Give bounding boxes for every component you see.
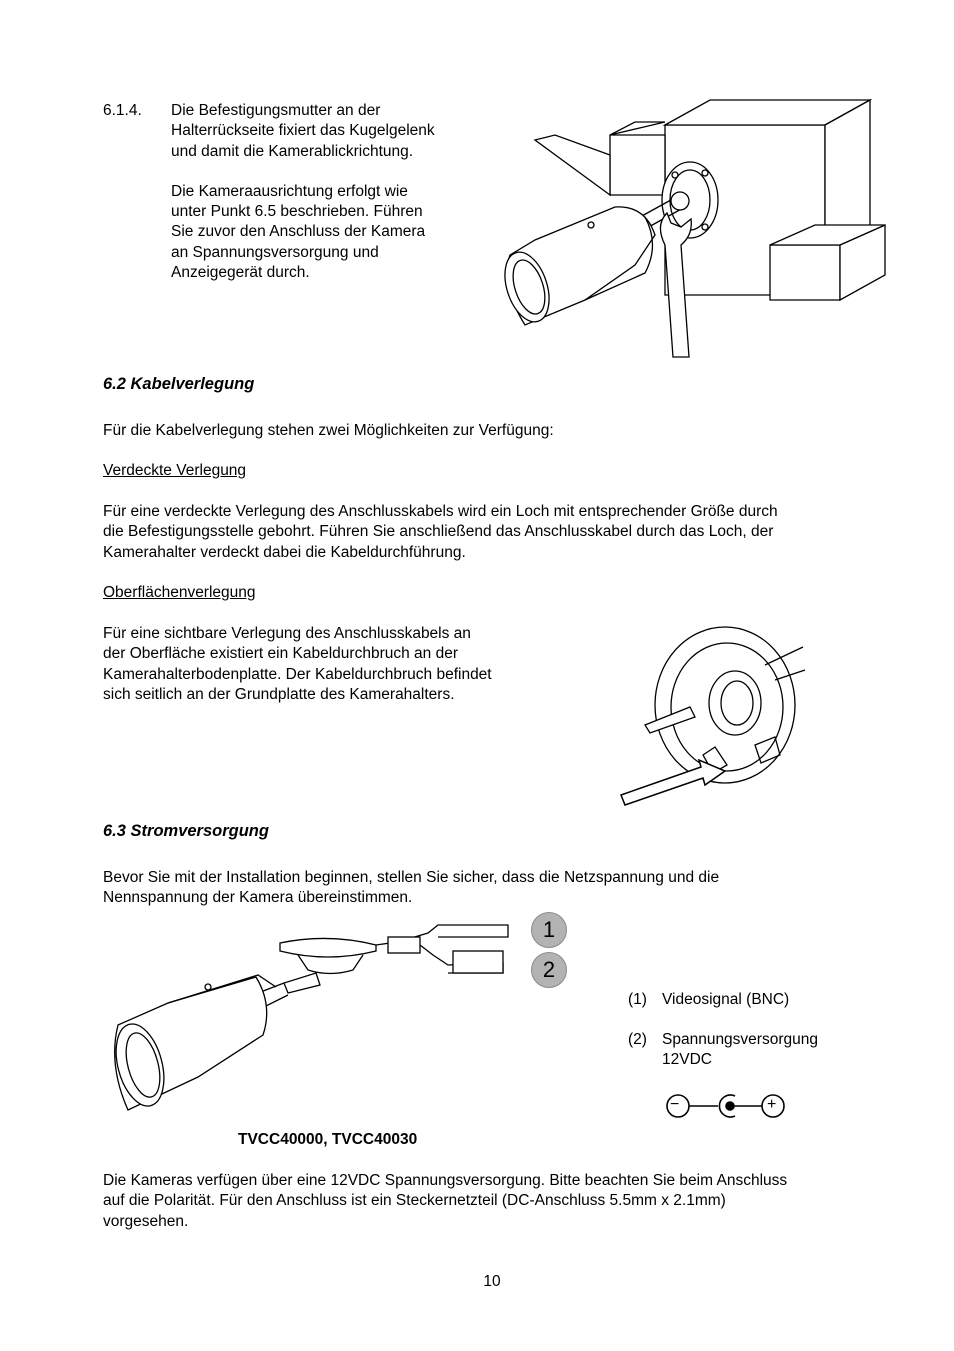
legend-text-voltage: 12VDC xyxy=(662,1051,712,1069)
text-line: Sie zuvor den Anschluss der Kamera xyxy=(171,223,426,241)
hidden-routing-text xyxy=(103,502,893,563)
legend-text: Spannungsversorgung xyxy=(662,1031,818,1048)
base-plate-illustration xyxy=(615,625,815,810)
section-heading-power: 6.3 Stromversorgung xyxy=(103,822,269,840)
hidden-routing-title: Verdeckte Verlegung xyxy=(103,462,247,479)
legend-text: Videosignal (BNC) xyxy=(662,991,790,1008)
legend-item-2 xyxy=(628,1030,818,1071)
model-label: TVCC40000, TVCC40030 xyxy=(238,1131,418,1148)
cable-intro: Für die Kabelverlegung stehen zwei Möglichkeiten zur Verfügung: xyxy=(103,422,554,439)
power-outro xyxy=(103,1171,893,1232)
legend-item-1 xyxy=(628,990,789,1010)
mount-nut-text xyxy=(171,101,491,283)
text-line: Bevor Sie mit der Installation beginnen, stellen Sie sicher, dass die Netzspannung und die xyxy=(103,869,720,886)
text-line: die Befestigungsstelle gebohrt. Führen Sie anschließend das Anschlusskabel durch das Loch, der xyxy=(103,523,774,541)
text-line: der Oberfläche existiert ein Kabeldurchbruch an der xyxy=(103,645,458,663)
text-line: Die Befestigungsmutter an der xyxy=(171,102,381,119)
polarity-plus: + xyxy=(767,1096,777,1113)
text-line: Anzeigegerät durch. xyxy=(171,264,310,282)
camera-cables-illustration xyxy=(108,915,523,1125)
power-intro xyxy=(103,868,893,909)
section-heading-cable: 6.2 Kabelverlegung xyxy=(103,375,255,393)
polarity-minus: − xyxy=(670,1096,680,1113)
surface-routing-title: Oberflächenverlegung xyxy=(103,584,256,601)
text-line: Kamerahalter verdeckt dabei die Kabeldurchführung. xyxy=(103,543,466,561)
text-line: Kamerahalterbodenplatte. Der Kabeldurchbruch befindet xyxy=(103,665,492,683)
section-number: 6.1.4. xyxy=(103,102,142,119)
text-line: und damit die Kamerablickrichtung. xyxy=(171,142,414,160)
callout-badge-1: 1 xyxy=(531,912,567,948)
text-line: Für eine verdeckte Verlegung des Anschlusskabels wird ein Loch mit entsprechender Größe durch xyxy=(103,503,778,520)
text-line: Die Kameraausrichtung erfolgt wie xyxy=(171,182,408,200)
text-line: sich seitlich an der Grundplatte des Kamerahalters. xyxy=(103,685,455,703)
surface-routing-text xyxy=(103,624,563,705)
text-line: unter Punkt 6.5 beschrieben. Führen xyxy=(171,203,423,221)
text-line: Für eine sichtbare Verlegung des Anschlusskabels an xyxy=(103,625,471,642)
legend-number: (2) xyxy=(628,1031,647,1048)
text-line: an Spannungsversorgung und xyxy=(171,243,379,261)
text-line: Die Kameras verfügen über eine 12VDC Spannungsversorgung. Bitte beachten Sie beim Anschluss xyxy=(103,1172,788,1189)
legend-number: (1) xyxy=(628,991,647,1008)
text-line: Nennspannung der Kamera übereinstimmen. xyxy=(103,889,413,907)
callout-badge-2: 2 xyxy=(531,952,567,988)
text-line: Halterrückseite fixiert das Kugelgelenk xyxy=(171,122,435,140)
text-line: auf die Polarität. Für den Anschluss ist ein Steckernetzteil (DC-Anschluss 5.5mm x 2.1mm) xyxy=(103,1192,726,1210)
text-line: vorgesehen. xyxy=(103,1212,189,1230)
camera-mount-illustration xyxy=(495,95,890,360)
page-number: 10 xyxy=(483,1273,501,1290)
